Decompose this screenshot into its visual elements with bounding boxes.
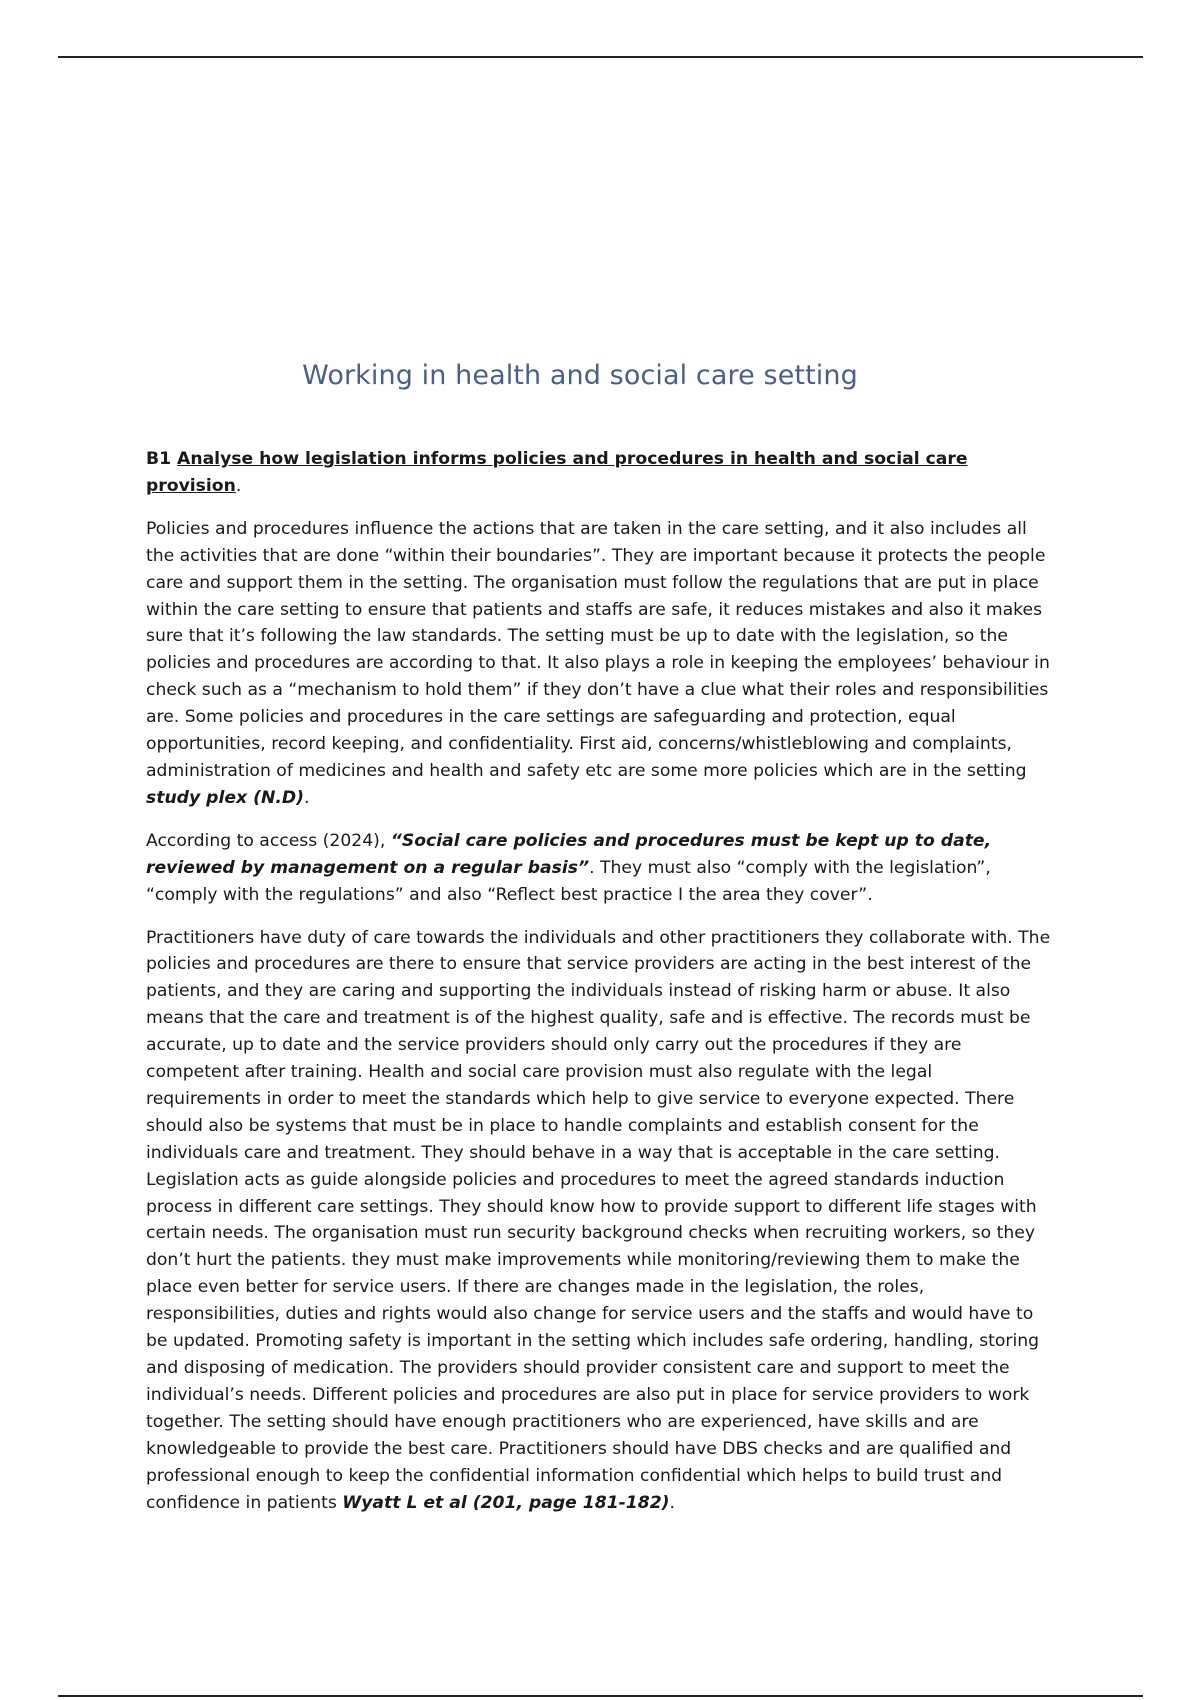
paragraph-2-lead: According to access (2024), [146, 830, 391, 851]
document-title: Working in health and social care setting [302, 360, 858, 391]
bottom-rule [58, 1695, 1143, 1697]
section-heading [146, 446, 1051, 500]
top-rule [58, 56, 1143, 58]
heading-text: Analyse how legislation informs policies and procedures in health and social care provision [146, 449, 968, 496]
paragraph-3-citation: Wyatt L et al (201, page 181-182) [342, 1492, 670, 1513]
paragraph-1-text: Policies and procedures influence the actions that are taken in the care setting, and it also includes all the activities that are done “within their boundaries”. They are important because it protects the people care and support them in the setting. The organisation must follow the regulations that are put in place within the care setting to ensure that patients and staffs are safe, it reduces mistakes and also it makes sure that it’s following the law standards. The setting must be up to date with the legislation, so the policies and procedures are according to that. It also plays a role in keeping the employees’ behaviour in check such as a “mechanism to hold them” if they don’t have a clue what their roles and responsibilities are. Some policies and procedures in the care settings are safeguarding and protection, equal opportunities, record keeping, and confidentiality. First aid, concerns/whistleblowing and complaints, administration of medicines and health and safety etc are some more policies which are in the setting [146, 518, 1050, 781]
paragraph-3-text: Practitioners have duty of care towards the individuals and other practitioners they collaborate with. The policies and procedures are there to ensure that service providers are acting in the best interest of the patients, and they are caring and supporting the individuals instead of risking harm or abuse. It also means that the care and treatment is of the highest quality, safe and is effective. The records must be accurate, up to date and the service providers should only carry out the procedures if they are competent after training. Health and social care provision must also regulate with the legal requirements in order to meet the standards which help to give service to everyone expected. There should also be systems that must be in place to handle complaints and establish consent for the individuals care and treatment. They should behave in a way that is acceptable in the care setting. Legislation acts as guide alongside policies and procedures to meet the agreed standards induction process in different care settings. They should know how to provide support to different life stages with certain needs. The organisation must run security background checks when recruiting workers, so they don’t hurt the patients. they must make improvements while monitoring/reviewing them to make the place even better for service users. If there are changes made in the legislation, the roles, responsibilities, duties and rights would also change for service users and the staffs and would have to be updated. Promoting safety is important in the setting which includes safe ordering, handling, storing and disposing of medication. The providers should provider consistent care and support to meet the individual’s needs. Different policies and procedures are also put in place for service providers to work together. The setting should have enough practitioners who are experienced, have skills and are knowledgeable to provide the best care. Practitioners should have DBS checks and are qualified and professional enough to keep the confidential information confidential which helps to build trust and confidence in patients [146, 927, 1051, 1513]
paragraph-1-end: . [304, 787, 310, 808]
paragraph-1-citation: study plex (N.D) [146, 787, 304, 808]
paragraph-2-quote: “Social care policies and procedures must be kept up to date, reviewed by management on a regular basis” [146, 830, 992, 878]
heading-suffix: . [235, 475, 242, 496]
paragraph-2-rest: . They must also “comply with the legislation”, “comply with the regulations” and also “Reflect best practice I the area they cover”. [146, 857, 991, 905]
paragraph-3 [146, 925, 1051, 1517]
document-body [146, 446, 1051, 1532]
heading-prefix: B1 [146, 449, 172, 469]
paragraph-1 [146, 516, 1051, 812]
paragraph-3-end: . [669, 1492, 676, 1513]
paragraph-2 [146, 828, 1051, 909]
